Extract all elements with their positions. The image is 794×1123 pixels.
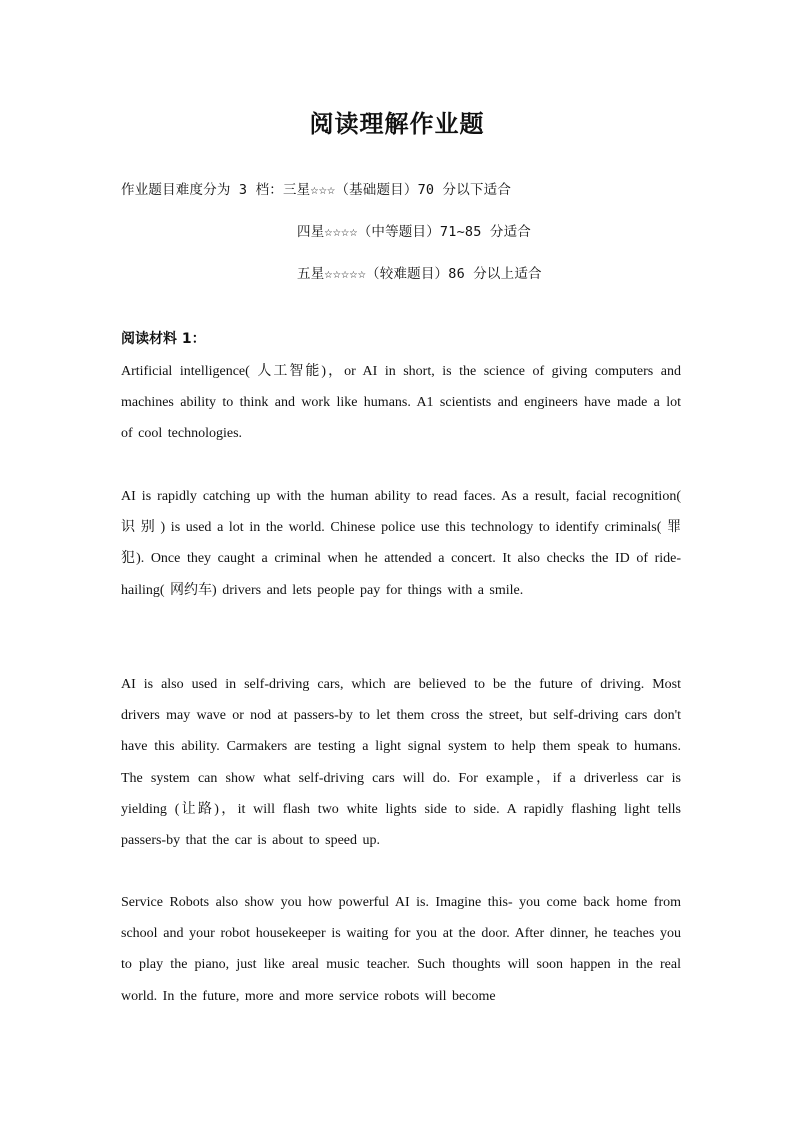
paragraph-ai-intro: Artificial intelligence( 人工智能)，or AI in short, is the science of giving computers and machines ability to think and work like humans. A1 scientists and engineers have made a lot of cool technologies. xyxy=(121,364,681,442)
paragraph-service-robots: Service Robots also show you how powerful AI is. Imagine this- you come back home from school and your robot housekeeper is waiting for you at the door. After dinner, he teaches you to play the piano, just like areal music teacher. Such thoughts will soon happen in the real world. In the future, more and more service robots will become xyxy=(121,895,681,1004)
paragraph-self-driving: AI is also used in self-driving cars, which are believed to be the future of driving. Most drivers may wave or nod at passers-by to let them cross the street, but self-driving cars don't have this ability. Carmakers are testing a light signal system to help them speak to humans. The system can show what self-driving cars will do. For example，if a driverless car is yielding (让路)，it will flash two white lights side to side. A rapidly flashing light tells passers-by that the car is about to speed up. xyxy=(121,677,681,849)
section-heading: 阅读材料 1： xyxy=(121,331,206,347)
paragraph-facial-recognition: AI is rapidly catching up with the human ability to read faces. As a result, facial recognition( 识 别 ) is used a lot in the world. Chinese police use this technology to identify criminals( 罪犯). Once they caught a criminal when he attended a concert. It also checks the ID of ride-hailing( 网约车) drivers and lets people pay for things with a smile. xyxy=(121,489,681,598)
page-title: 阅读理解作业题 xyxy=(309,110,485,138)
difficulty-line-four-star: 四星☆☆☆☆（中等题目）71~85 分适合 xyxy=(297,224,531,240)
difficulty-line-five-star: 五星☆☆☆☆☆（较难题目）86 分以上适合 xyxy=(297,266,542,282)
difficulty-line-three-star: 作业题目难度分为 3 档：三星☆☆☆（基础题目）70 分以下适合 xyxy=(121,182,512,198)
